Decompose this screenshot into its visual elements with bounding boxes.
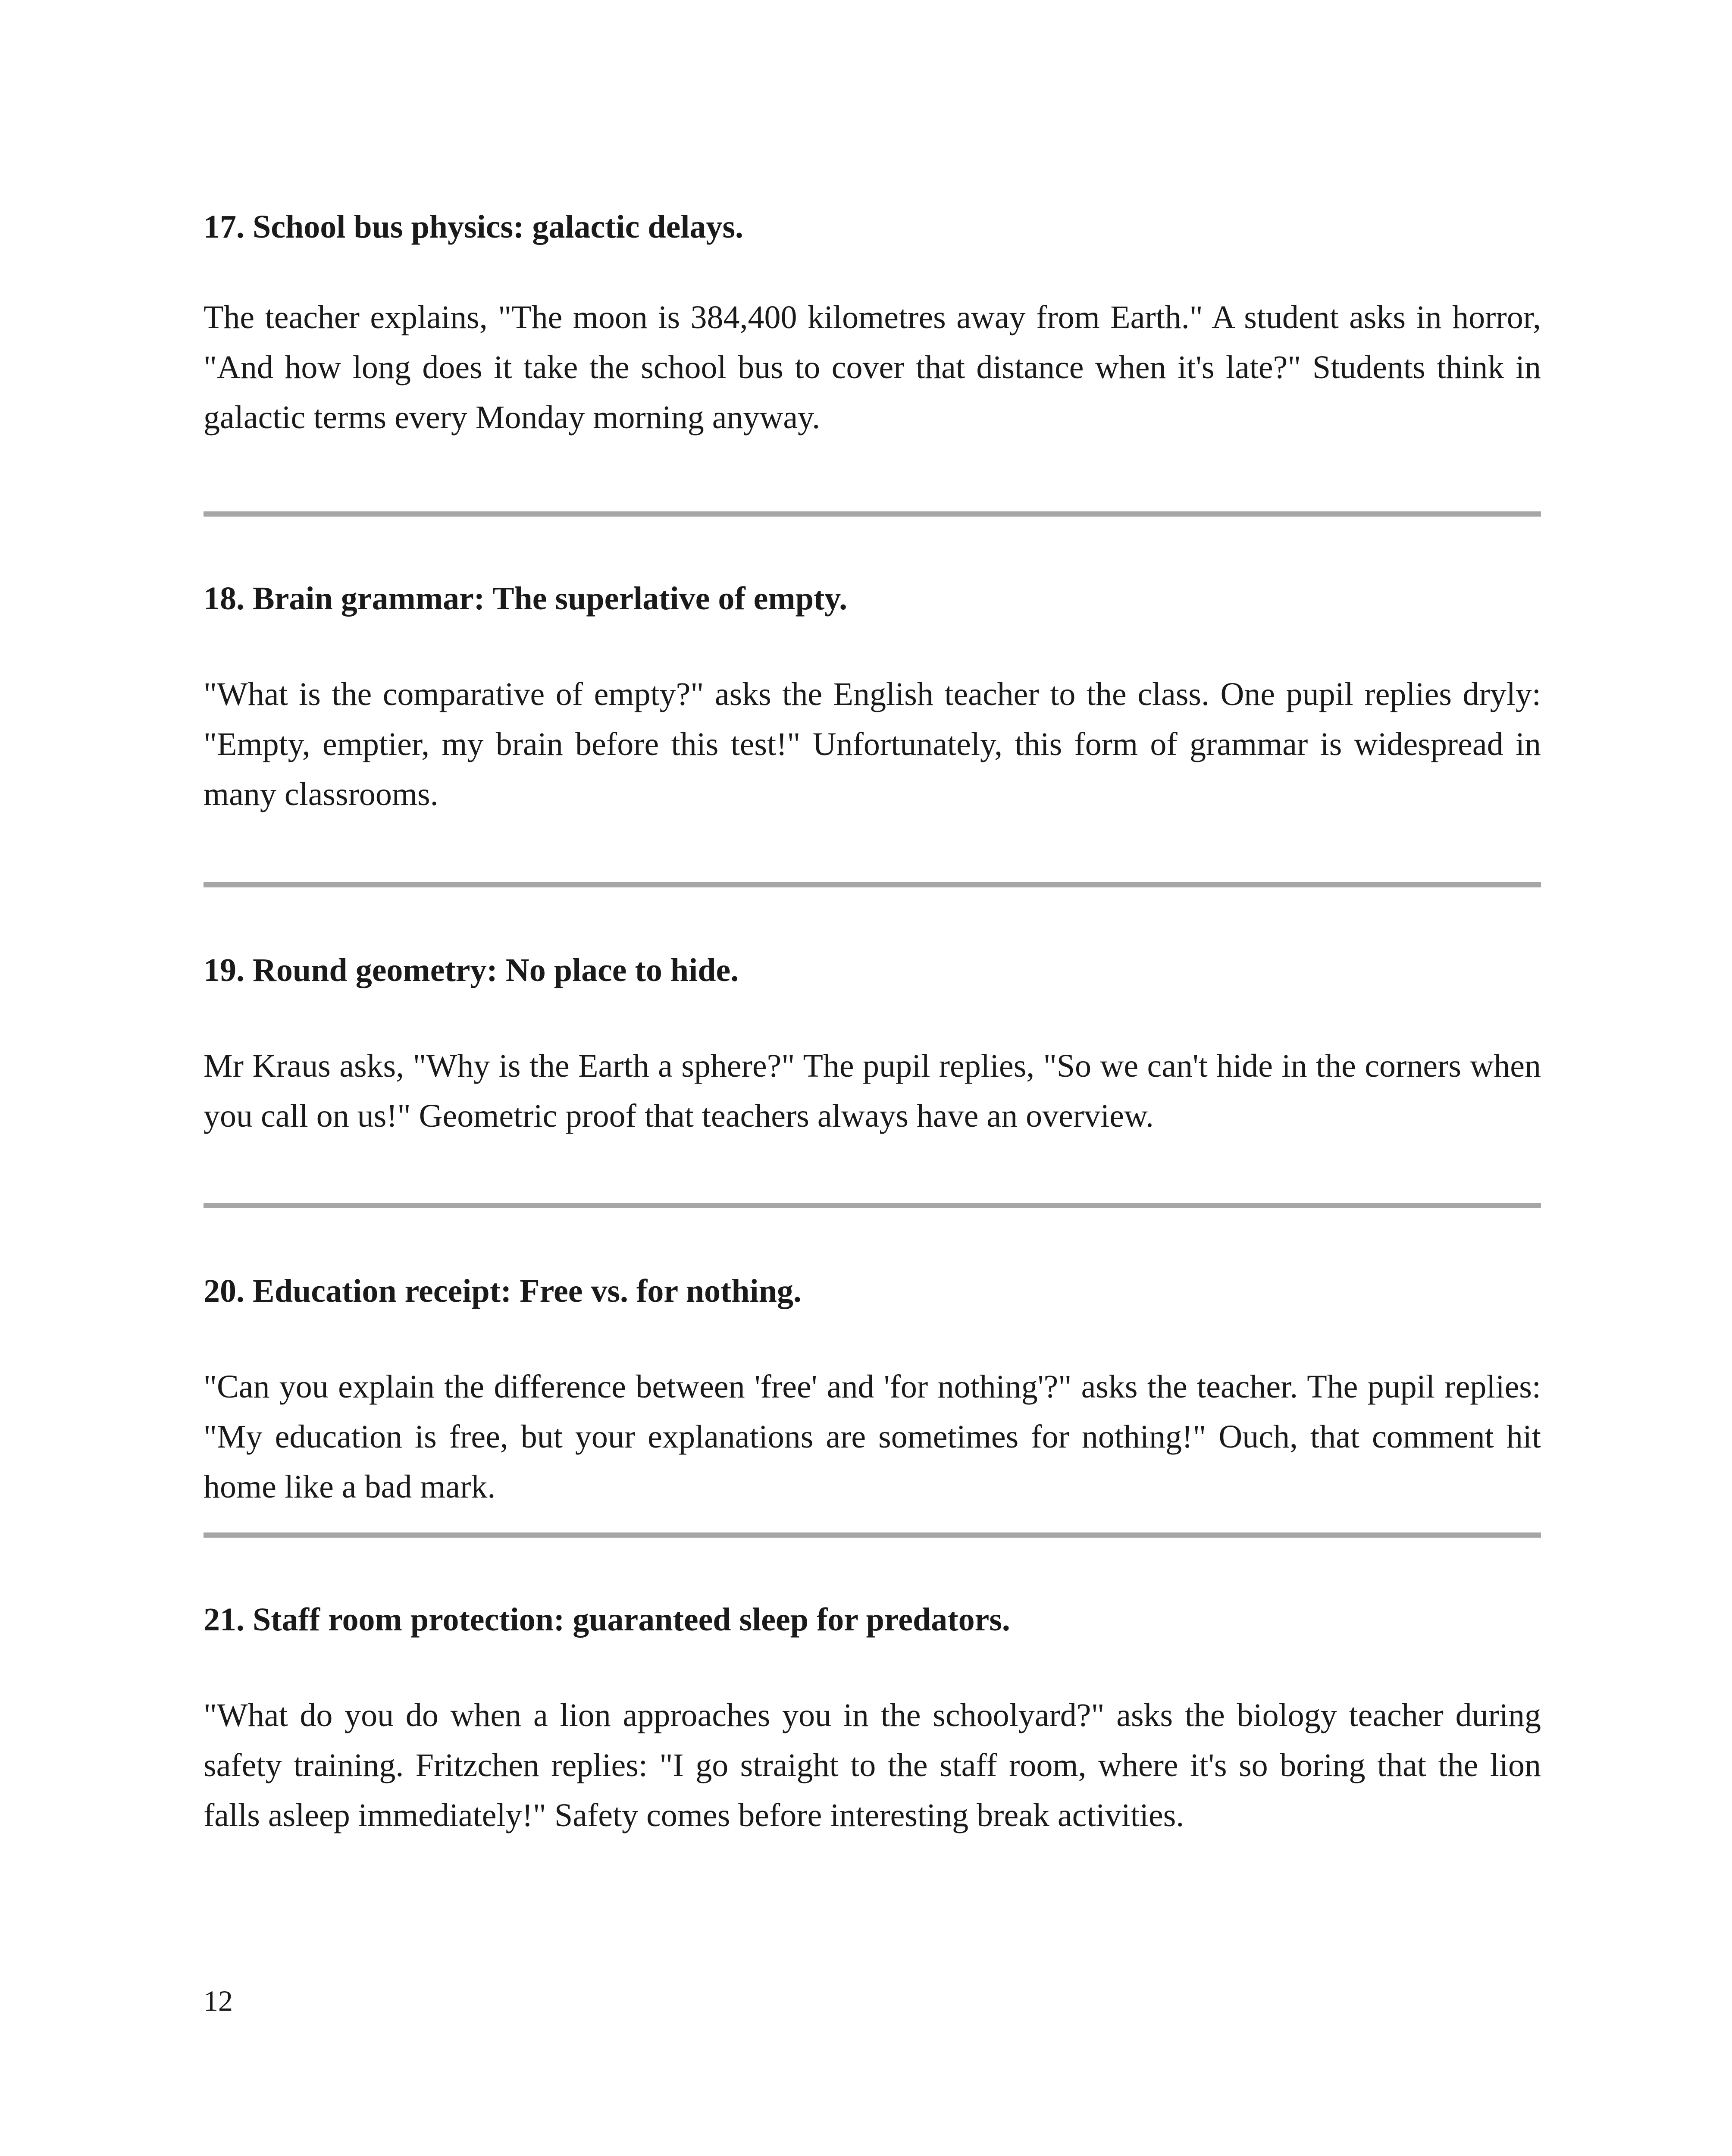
section-heading: 17. School bus physics: galactic delays. — [204, 209, 744, 245]
section-body: "Can you explain the difference between 'free' and 'for nothing'?" asks the teacher. The pupil replies: "My education is free, but your explanations are sometimes for nothing!" Ouch, that comment hit home like a bad mark. — [204, 1369, 1541, 1505]
section-divider — [204, 882, 1541, 887]
section-body: Mr Kraus asks, "Why is the Earth a sphere?" The pupil replies, "So we can't hide in the corners when you call on us!" Geometric proof that teachers always have an overview. — [204, 1048, 1541, 1134]
section-body: "What is the comparative of empty?" asks the English teacher to the class. One pupil replies dryly: "Empty, emptier, my brain before this test!" Unfortunately, this form of grammar is widespread in many classrooms. — [204, 676, 1541, 812]
joke-section-20 — [204, 1270, 1541, 1505]
section-heading: 19. Round geometry: No place to hide. — [204, 952, 739, 988]
section-divider — [204, 511, 1541, 517]
joke-section-18 — [204, 578, 1541, 812]
section-heading: 18. Brain grammar: The superlative of empty. — [204, 580, 848, 617]
joke-section-21 — [204, 1599, 1541, 1833]
section-heading: 21. Staff room protection: guaranteed sleep for predators. — [204, 1601, 1010, 1638]
joke-section-17 — [204, 206, 1541, 436]
section-divider — [204, 1203, 1541, 1208]
section-divider — [204, 1532, 1541, 1538]
page-number: 12 — [204, 1984, 233, 2017]
section-body: "What do you do when a lion approaches you in the schoolyard?" asks the biology teacher during safety training. Fritzchen replies: "I go straight to the staff room, where it's so boring that the lion falls asleep immediately!" Safety comes before interesting break activities. — [204, 1697, 1541, 1833]
section-body: The teacher explains, "The moon is 384,400 kilometres away from Earth." A student asks in horror, "And how long does it take the school bus to cover that distance when it's late?" Students think in galactic terms every Monday morning anyway. — [204, 299, 1541, 436]
joke-section-19 — [204, 950, 1541, 1134]
section-heading: 20. Education receipt: Free vs. for nothing. — [204, 1273, 802, 1309]
